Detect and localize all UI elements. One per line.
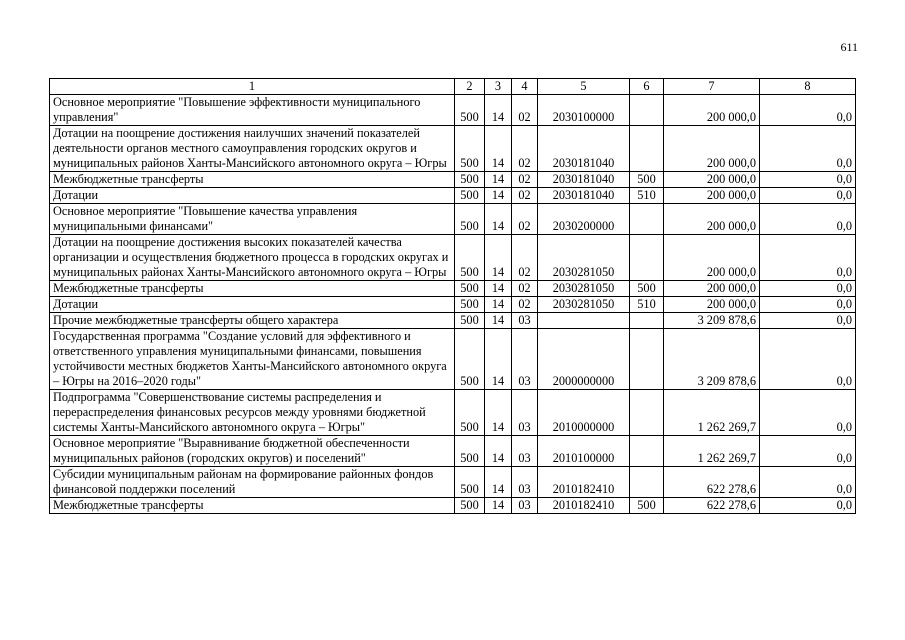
cell-subsection-code: 02 (512, 95, 538, 126)
cell-subsection-code: 02 (512, 281, 538, 297)
row-name: Субсидии муниципальным районам на формирование районных фондов финансовой поддержки поселений (50, 467, 455, 498)
row-name: Подпрограмма "Совершенствование системы распределения и перераспределения финансовых ресурсов между уровнями бюджетной системы Ханты-Мансийского автономного округа – Югры" (50, 390, 455, 436)
page-number: 611 (840, 40, 858, 54)
cell-amount-1: 200 000,0 (664, 281, 760, 297)
cell-expense-type: 510 (630, 297, 664, 313)
cell-amount-2: 0,0 (760, 329, 856, 390)
cell-subsection-code: 03 (512, 390, 538, 436)
table-row (50, 281, 856, 297)
table-row (50, 95, 856, 126)
cell-ministry-code: 500 (455, 390, 485, 436)
cell-expense-type: 500 (630, 281, 664, 297)
cell-section-code: 14 (485, 297, 512, 313)
cell-amount-1: 1 262 269,7 (664, 390, 760, 436)
cell-amount-2: 0,0 (760, 281, 856, 297)
cell-ministry-code: 500 (455, 188, 485, 204)
cell-section-code: 14 (485, 281, 512, 297)
cell-amount-1: 200 000,0 (664, 297, 760, 313)
row-name: Прочие межбюджетные трансферты общего характера (50, 313, 455, 329)
cell-section-code: 14 (485, 436, 512, 467)
cell-ministry-code: 500 (455, 204, 485, 235)
cell-amount-2: 0,0 (760, 126, 856, 172)
cell-amount-1: 200 000,0 (664, 204, 760, 235)
cell-section-code: 14 (485, 467, 512, 498)
table-row (50, 436, 856, 467)
cell-amount-2: 0,0 (760, 172, 856, 188)
cell-target-article: 2010182410 (538, 498, 630, 514)
table-row (50, 188, 856, 204)
column-header: 8 (760, 79, 856, 95)
cell-expense-type (630, 313, 664, 329)
cell-amount-1: 200 000,0 (664, 172, 760, 188)
cell-subsection-code: 03 (512, 498, 538, 514)
cell-ministry-code: 500 (455, 95, 485, 126)
row-name: Дотации (50, 188, 455, 204)
cell-subsection-code: 02 (512, 188, 538, 204)
cell-target-article: 2010000000 (538, 390, 630, 436)
row-name: Межбюджетные трансферты (50, 498, 455, 514)
cell-target-article: 2030281050 (538, 281, 630, 297)
table-row (50, 126, 856, 172)
cell-amount-2: 0,0 (760, 436, 856, 467)
row-name: Межбюджетные трансферты (50, 172, 455, 188)
cell-expense-type (630, 204, 664, 235)
cell-target-article: 2030281050 (538, 297, 630, 313)
table-row (50, 390, 856, 436)
cell-target-article: 2000000000 (538, 329, 630, 390)
cell-expense-type (630, 390, 664, 436)
cell-ministry-code: 500 (455, 436, 485, 467)
budget-table (49, 78, 856, 514)
cell-expense-type (630, 436, 664, 467)
row-name: Основное мероприятие "Повышение качества управления муниципальными финансами" (50, 204, 455, 235)
cell-ministry-code: 500 (455, 329, 485, 390)
cell-amount-2: 0,0 (760, 313, 856, 329)
cell-ministry-code: 500 (455, 172, 485, 188)
cell-section-code: 14 (485, 390, 512, 436)
cell-expense-type (630, 126, 664, 172)
cell-section-code: 14 (485, 235, 512, 281)
row-name: Межбюджетные трансферты (50, 281, 455, 297)
cell-target-article: 2030281050 (538, 235, 630, 281)
column-header: 6 (630, 79, 664, 95)
table-row (50, 313, 856, 329)
cell-subsection-code: 03 (512, 313, 538, 329)
cell-ministry-code: 500 (455, 235, 485, 281)
table-row (50, 329, 856, 390)
table-row (50, 172, 856, 188)
cell-amount-1: 3 209 878,6 (664, 313, 760, 329)
cell-target-article: 2030181040 (538, 172, 630, 188)
row-name: Дотации (50, 297, 455, 313)
cell-subsection-code: 02 (512, 235, 538, 281)
table-header-row (50, 79, 856, 95)
cell-expense-type: 510 (630, 188, 664, 204)
cell-target-article: 2010100000 (538, 436, 630, 467)
table-row (50, 467, 856, 498)
column-header: 2 (455, 79, 485, 95)
cell-section-code: 14 (485, 313, 512, 329)
cell-subsection-code: 02 (512, 126, 538, 172)
cell-ministry-code: 500 (455, 313, 485, 329)
cell-target-article: 2030181040 (538, 188, 630, 204)
cell-expense-type: 500 (630, 172, 664, 188)
cell-subsection-code: 02 (512, 204, 538, 235)
row-name: Основное мероприятие "Выравнивание бюджетной обеспеченности муниципальных районов (городских округов) и поселений" (50, 436, 455, 467)
row-name: Государственная программа "Создание условий для эффективного и ответственного управления муниципальными финансами, повышения устойчивости местных бюджетов Ханты-Мансийского автономного округа – Югры на 2016–2020 годы" (50, 329, 455, 390)
cell-section-code: 14 (485, 329, 512, 390)
cell-target-article: 2010182410 (538, 467, 630, 498)
cell-amount-2: 0,0 (760, 390, 856, 436)
cell-section-code: 14 (485, 188, 512, 204)
cell-ministry-code: 500 (455, 297, 485, 313)
cell-section-code: 14 (485, 126, 512, 172)
cell-amount-2: 0,0 (760, 188, 856, 204)
table-row (50, 498, 856, 514)
cell-amount-2: 0,0 (760, 204, 856, 235)
cell-section-code: 14 (485, 498, 512, 514)
cell-ministry-code: 500 (455, 498, 485, 514)
column-header: 4 (512, 79, 538, 95)
cell-expense-type (630, 329, 664, 390)
column-header: 5 (538, 79, 630, 95)
cell-amount-2: 0,0 (760, 297, 856, 313)
cell-amount-1: 622 278,6 (664, 467, 760, 498)
table-row (50, 204, 856, 235)
cell-subsection-code: 02 (512, 172, 538, 188)
cell-amount-2: 0,0 (760, 235, 856, 281)
cell-ministry-code: 500 (455, 281, 485, 297)
cell-expense-type (630, 95, 664, 126)
cell-section-code: 14 (485, 95, 512, 126)
cell-amount-1: 1 262 269,7 (664, 436, 760, 467)
row-name: Дотации на поощрение достижения наилучших значений показателей деятельности органов местного самоуправления городских округов и муниципальных районов Ханты-Мансийского автономного округа – Югры (50, 126, 455, 172)
cell-amount-1: 3 209 878,6 (664, 329, 760, 390)
cell-amount-1: 622 278,6 (664, 498, 760, 514)
cell-subsection-code: 03 (512, 467, 538, 498)
cell-amount-1: 200 000,0 (664, 95, 760, 126)
table-row (50, 297, 856, 313)
cell-target-article (538, 313, 630, 329)
cell-expense-type (630, 467, 664, 498)
cell-subsection-code: 03 (512, 329, 538, 390)
column-header: 7 (664, 79, 760, 95)
row-name: Дотации на поощрение достижения высоких показателей качества организации и осуществления бюджетного процесса в городских округах и муниципальных районах Ханты-Мансийского автономного округа – Югры (50, 235, 455, 281)
budget-table-body (50, 79, 856, 514)
cell-target-article: 2030200000 (538, 204, 630, 235)
row-name: Основное мероприятие "Повышение эффективности муниципального управления" (50, 95, 455, 126)
cell-ministry-code: 500 (455, 126, 485, 172)
cell-amount-2: 0,0 (760, 498, 856, 514)
cell-target-article: 2030181040 (538, 126, 630, 172)
cell-subsection-code: 02 (512, 297, 538, 313)
cell-amount-2: 0,0 (760, 95, 856, 126)
cell-target-article: 2030100000 (538, 95, 630, 126)
column-header: 1 (50, 79, 455, 95)
cell-expense-type (630, 235, 664, 281)
table-row (50, 235, 856, 281)
cell-amount-1: 200 000,0 (664, 188, 760, 204)
cell-amount-1: 200 000,0 (664, 126, 760, 172)
cell-expense-type: 500 (630, 498, 664, 514)
cell-ministry-code: 500 (455, 467, 485, 498)
cell-amount-2: 0,0 (760, 467, 856, 498)
column-header: 3 (485, 79, 512, 95)
cell-amount-1: 200 000,0 (664, 235, 760, 281)
cell-section-code: 14 (485, 204, 512, 235)
cell-subsection-code: 03 (512, 436, 538, 467)
cell-section-code: 14 (485, 172, 512, 188)
